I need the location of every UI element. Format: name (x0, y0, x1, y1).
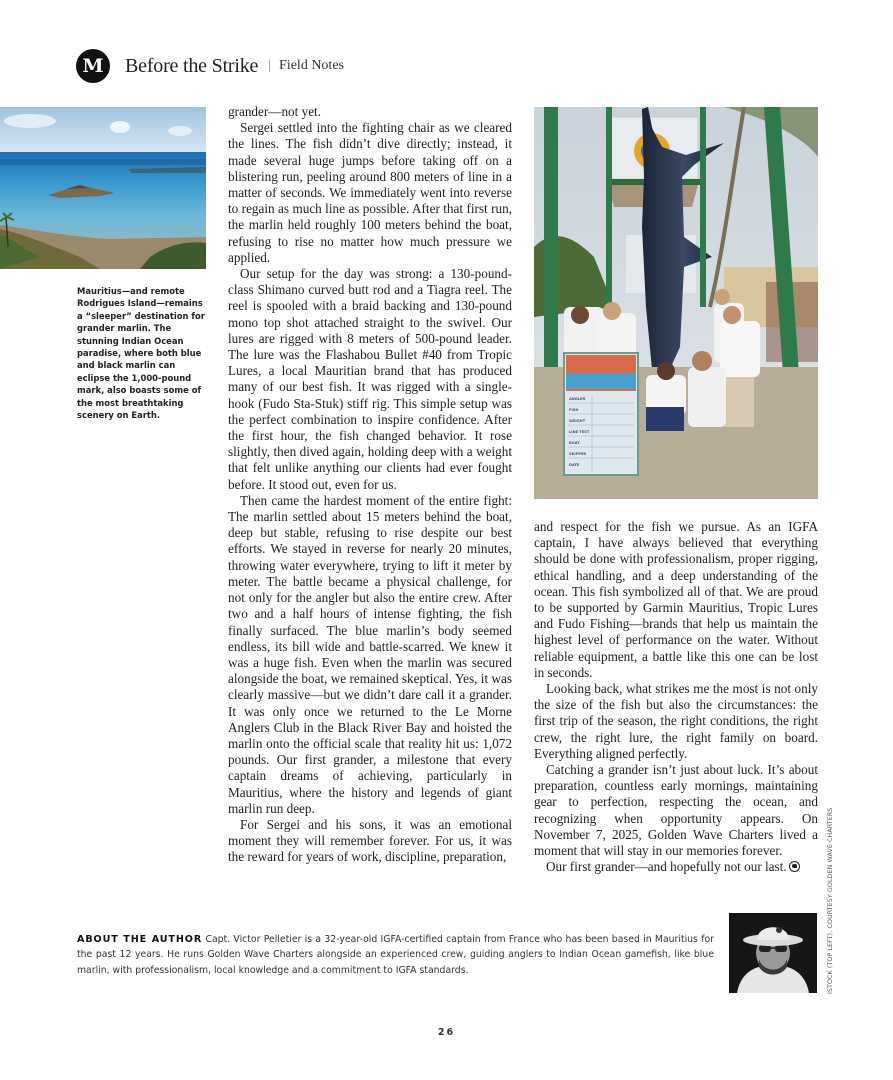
author-portrait-image (729, 913, 817, 993)
sign-label-line-test: LINE TEST (569, 430, 590, 434)
paragraph: For Sergei and his sons, it was an emotional moment they will remember forever. For us, it was the reward for years of work, discipline, preparation, (228, 816, 512, 865)
sign-label-fish: FISH (569, 408, 579, 412)
paragraph-continuation: and respect for the fish we pursue. As an IGFA captain, I have always believed that everything should be done with professionalism, proper rigging, ethical handling, and a deep understanding of the ocean. This fish symbolized all of that. We are proud to be supported by Garmin Mauritius, Tropic Lures and Fudo Fishing—brands that help us maintain the highest level of performance on the water. Without reliable equipment, a battle like this one can be lost in seconds. (534, 519, 818, 680)
about-the-author (77, 932, 714, 978)
sign-label-boat: BOAT (569, 441, 580, 445)
island-landscape-photo (0, 107, 206, 269)
paragraph: Then came the hardest moment of the entire fight: The marlin settled about 15 meters behind the boat, deep but stable, refusing to rise despite our best efforts. We stayed in reverse for nearly 20 minutes, throwing water everywhere, trying to lift it meter by meter. The battle became a physical challenge, for not only for the angler but also the entire crew. After two and a half hours of intense fighting, the fish finally surfaced. The blue marlin’s body seemed endless, its bill wide and battle-scarred. We knew it was a huge fish. Even when the marlin was secured alongside the boat, we remained skeptical. Yes, it was clearly massive—but we didn’t dare call it a grander. It was only once we returned to the Le Morne Anglers Club in the Black River Bay and hoisted the marlin onto the official scale that reality hit us: 1,072 pounds. Our first grander, a milestone that every captain dreams of achieving, particularly in Mauritius, where the history and legends of giant marlin run deep. (228, 492, 512, 816)
about-author-label: ABOUT THE AUTHOR (77, 934, 203, 945)
sign-label-weight: WEIGHT (569, 419, 586, 423)
author-portrait-photo (729, 913, 817, 993)
paragraph: Sergei settled into the fighting chair as we cleared the lines. The fish didn’t dive directly; instead, it made several huge jumps before taking off on a blistering run, peeling around 800 meters of line in a matter of seconds. We immediately went into reverse to regain as much line as possible. After that first run, the marlin held roughly 100 meters behind the boat, refusing to rise no matter how much pressure we applied. (228, 120, 512, 265)
marlin-weigh-station-photo (534, 107, 818, 499)
running-header (76, 48, 344, 84)
sign-label-angler: ANGLER (569, 397, 586, 401)
paragraph: Catching a grander isn’t just about luck. It’s about preparation, countless early mornings, maintaining gear to perfection, respecting the ocean, and recognizing when opportunity appears. On November 7, 2025, Golden Wave Charters lived a moment that will stay in our memories forever. (534, 762, 818, 859)
header-separator: | (268, 58, 272, 73)
photo-caption: Mauritius—and remote Rodrigues Island—remains a “sleeper” destination for grander marlin. The stunning Indian Ocean paradise, where both blue and black marlin can eclipse the 1,000-pound mark, also boasts some of the most breathtaking scenery on Earth. (77, 286, 205, 421)
island-landscape-image (0, 107, 206, 269)
article-column-2 (534, 519, 818, 875)
end-of-article-mark-icon (789, 861, 800, 872)
paragraph: Looking back, what strikes me the most is not only the size of the fish but also the circumstances: the first trip of the season, the right conditions, the right crew, the right lure, the right family on board. Everything aligned perfectly. (534, 681, 818, 761)
photo-credit: ISTOCK (TOP LEFT), COURTESY GOLDEN WAVE CHARTERS (827, 807, 834, 994)
sign-label-date: DATE (569, 463, 580, 467)
magazine-logo-icon: M (76, 49, 110, 83)
section-label: Field Notes (279, 58, 344, 73)
closing-paragraph (534, 859, 818, 875)
sign-label-skipper: SKIPPER (569, 452, 587, 456)
paragraph: Our setup for the day was strong: a 130-pound-class Shimano curved butt rod and a Tiagra reel. The reel is spooled with a braid backing and 130-pound mono top shot attached straight to the swivel. Our lures are rigged with 8 meters of 500-pound leader. The lure was the Flashabou Bullet #40 from Tropic Lures, a local Mauritian brand that has produced many of our best fish. It was rigged with a single-hook (Fudo Sta-Stuk) stiff rig. This simple setup was the perfect combination to inspire confidence. After the first hour, the fish changed behavior. It rose slightly, then dived again, holding deep with a weight that felt unlike anything our clients had ever fought before. It stood out, even for us. (228, 266, 512, 492)
paragraph-continuation: grander—not yet. (228, 104, 322, 119)
article-column-1 (228, 104, 512, 866)
marlin-weigh-station-image (534, 107, 818, 499)
page-number: 26 (437, 1027, 456, 1038)
department-title: Before the Strike (125, 54, 259, 77)
about-author-text: Capt. Victor Pelletier is a 32-year-old IGFA-certified captain from France who has been based in Mauritius for the past 12 years. He runs Golden Wave Charters alongside an experienced crew, guiding anglers to Indian Ocean gamefish, like blue marlin, with professionalism, local knowledge and a commitment to IGFA standards. (77, 934, 714, 976)
closing-line: Our first grander—and hopefully not our last. (546, 859, 787, 875)
